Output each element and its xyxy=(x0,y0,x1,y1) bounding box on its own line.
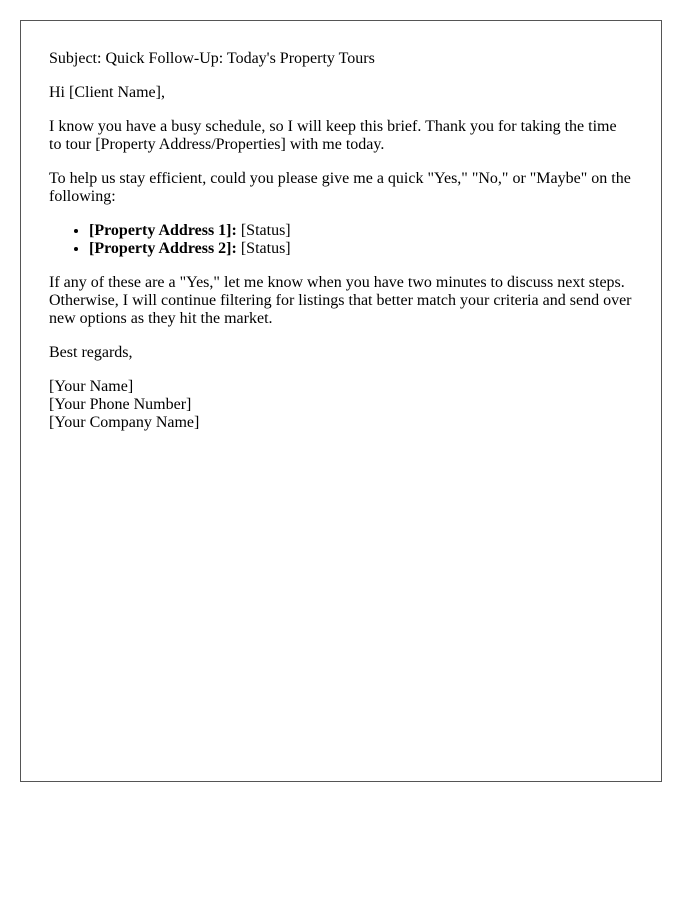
signature-block xyxy=(49,378,633,432)
signature-phone: [Your Phone Number] xyxy=(49,396,192,413)
email-body xyxy=(21,21,661,432)
paragraph-request: To help us stay efficient, could you please give me a quick "Yes," "No," or "Maybe" on the following: xyxy=(49,170,631,205)
signature-company: [Your Company Name] xyxy=(49,414,200,431)
property-status: [Status] xyxy=(240,240,291,257)
property-status: [Status] xyxy=(240,222,291,239)
property-label: [Property Address 2]: xyxy=(89,240,237,257)
paragraph-intro: I know you have a busy schedule, so I will keep this brief. Thank you for taking the time to tour [Property Address/Properties] with me today. xyxy=(49,118,617,153)
property-label: [Property Address 1]: xyxy=(89,222,237,239)
paragraph-next-steps: If any of these are a "Yes," let me know when you have two minutes to discuss next steps. Otherwise, I will continue filtering for listings that better match your criteria and send over new options as they hit the market. xyxy=(49,274,632,327)
property-item-2 xyxy=(89,240,633,258)
email-closing: Best regards, xyxy=(49,344,133,361)
property-list xyxy=(49,222,633,258)
email-subject: Subject: Quick Follow-Up: Today's Property Tours xyxy=(49,50,375,67)
property-item-1 xyxy=(89,222,633,240)
email-greeting: Hi [Client Name], xyxy=(49,84,165,101)
email-document xyxy=(20,20,662,782)
signature-name: [Your Name] xyxy=(49,378,134,395)
